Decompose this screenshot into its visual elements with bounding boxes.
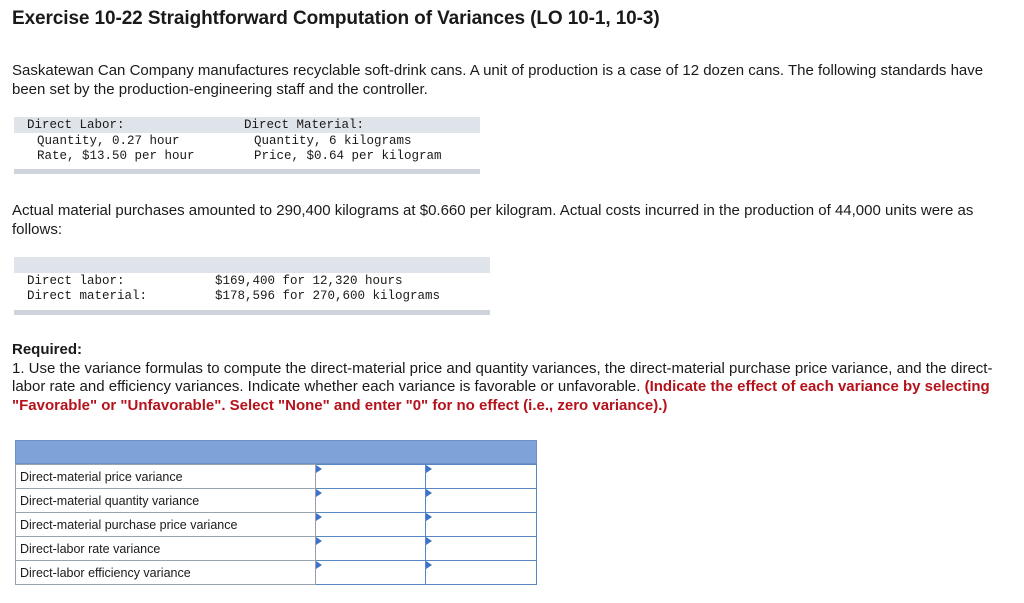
material-price: Price, $0.64 per kilogram xyxy=(254,149,442,163)
required-section xyxy=(12,341,1012,415)
required-instruction: (Indicate the effect of each variance by selecting "Favorable" or "Unfavorable". Select "None" and enter "0" for no effect (i.e., zero variance).) xyxy=(12,378,990,414)
table-row xyxy=(16,489,537,513)
amount-input[interactable] xyxy=(315,513,426,537)
effect-select[interactable] xyxy=(426,465,537,489)
row-label: Direct-labor rate variance xyxy=(16,537,316,561)
input-marker-icon xyxy=(316,537,322,545)
row-label: Direct-labor efficiency variance xyxy=(16,561,316,585)
answer-table-body xyxy=(15,464,537,585)
answer-table-header xyxy=(15,440,537,464)
amount-input[interactable] xyxy=(315,537,426,561)
material-heading: Direct Material: xyxy=(244,118,365,132)
input-marker-icon xyxy=(316,465,322,473)
row-label: Direct-material purchase price variance xyxy=(16,513,316,537)
actuals-band-bottom xyxy=(14,310,490,315)
required-body: 1. Use the variance formulas to compute the direct-material price and quantity variances, the direct-material purchase price variance, and the direct-labor rate and efficiency variances. Indicate whether each variance is favorable or unfavorable. xyxy=(12,359,993,395)
actuals-paragraph: Actual material purchases amounted to 290,400 kilograms at $0.660 per kilogram. Actual costs incurred in the production of 44,000 units were as follows: xyxy=(12,202,974,238)
intro-paragraph: Saskatewan Can Company manufactures recyclable soft-drink cans. A unit of production is a case of 12 dozen cans. The following standards have been set by the production-engineering staff and the controller. xyxy=(12,62,984,98)
required-text xyxy=(12,360,1012,416)
effect-select[interactable] xyxy=(426,561,537,585)
effect-select[interactable] xyxy=(426,537,537,561)
table-row xyxy=(16,537,537,561)
input-marker-icon xyxy=(316,489,322,497)
effect-select[interactable] xyxy=(426,489,537,513)
amount-input[interactable] xyxy=(315,561,426,585)
actual-labor-label: Direct labor: xyxy=(27,274,125,288)
input-marker-icon xyxy=(316,513,322,521)
input-marker-icon xyxy=(316,561,322,569)
row-label: Direct-material price variance xyxy=(16,465,316,489)
labor-rate: Rate, $13.50 per hour xyxy=(37,149,195,163)
amount-input[interactable] xyxy=(315,465,426,489)
page-title: Exercise 10-22 Straightforward Computation of Variances (LO 10-1, 10-3) xyxy=(12,8,660,29)
amount-input[interactable] xyxy=(315,489,426,513)
actual-labor-value: $169,400 for 12,320 hours xyxy=(215,274,403,288)
row-label: Direct-material quantity variance xyxy=(16,489,316,513)
input-marker-icon xyxy=(426,561,432,569)
table-row xyxy=(16,465,537,489)
actuals-band-top xyxy=(14,257,490,273)
table-row xyxy=(16,561,537,585)
actuals-box xyxy=(14,257,490,317)
actual-material-label: Direct material: xyxy=(27,289,148,303)
input-marker-icon xyxy=(426,465,432,473)
material-quantity: Quantity, 6 kilograms xyxy=(254,134,412,148)
input-marker-icon xyxy=(426,513,432,521)
effect-select[interactable] xyxy=(426,513,537,537)
table-row xyxy=(16,513,537,537)
actual-material-value: $178,596 for 270,600 kilograms xyxy=(215,289,441,303)
labor-quantity: Quantity, 0.27 hour xyxy=(37,134,180,148)
standards-box xyxy=(14,117,480,175)
labor-heading: Direct Labor: xyxy=(27,118,125,132)
input-marker-icon xyxy=(426,489,432,497)
standards-band-bottom xyxy=(14,169,480,174)
answer-table xyxy=(15,440,537,585)
required-heading: Required: xyxy=(12,341,83,358)
input-marker-icon xyxy=(426,537,432,545)
